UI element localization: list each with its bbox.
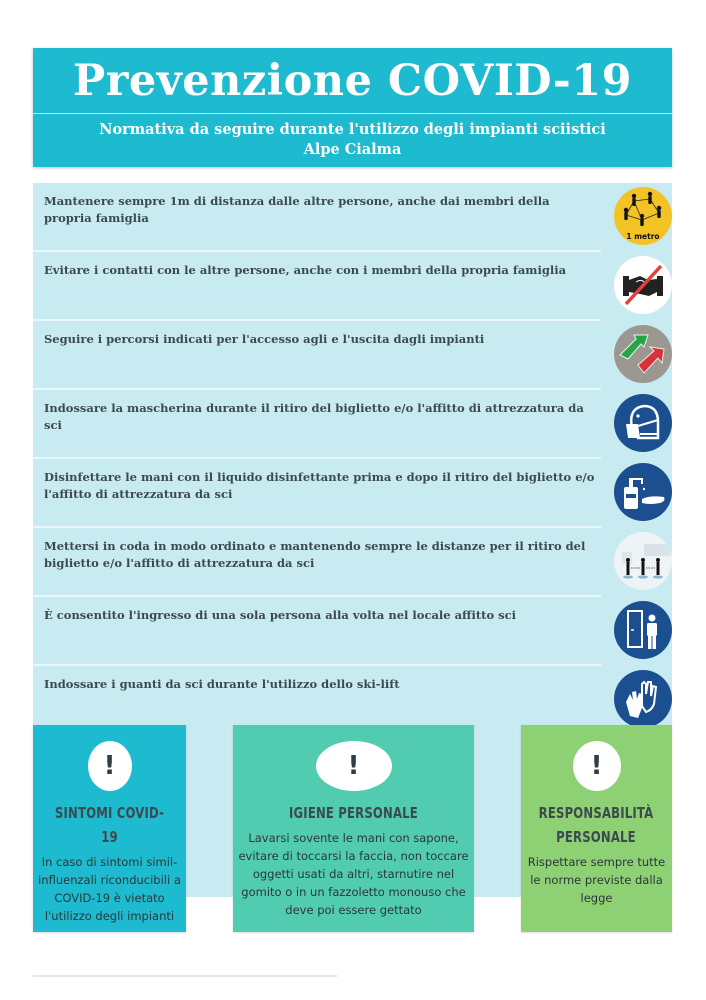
rule-text: Disinfettare le mani con il liquido disinfettante prima e dopo il ritiro del biglietto e/o l'affitto di attrezzatura da sci xyxy=(44,470,595,501)
rule-item xyxy=(33,528,672,597)
subtitle-line-1: Normativa da seguire durante l'utilizzo degli impianti sciistici xyxy=(99,121,606,138)
gloves-icon xyxy=(614,670,672,728)
rule-text: Indossare la mascherina durante il ritiro del biglietto e/o l'affitto di attrezzatura da sci xyxy=(44,401,584,432)
exclamation-icon: ! xyxy=(573,741,621,791)
rule-item xyxy=(33,597,672,666)
social-distance-icon xyxy=(614,187,672,245)
card-title: SINTOMI COVID-19 xyxy=(54,804,165,846)
exclamation-icon: ! xyxy=(88,741,132,791)
rule-item xyxy=(33,183,672,252)
rule-item xyxy=(33,390,672,459)
hand-sanitizer-icon xyxy=(614,463,672,521)
rule-text: Evitare i contatti con le altre persone, anche con i membri della propria famiglia xyxy=(44,263,567,277)
rule-text: È consentito l'ingresso di una sola persona alla volta nel locale affitto sci xyxy=(44,608,516,622)
footer-divider xyxy=(33,975,337,977)
card-title: RESPONSABILITÀ PERSONALE xyxy=(538,804,654,846)
exclamation-icon: ! xyxy=(316,741,392,791)
no-handshake-icon xyxy=(614,256,672,314)
one-person-door-icon xyxy=(614,601,672,659)
queue-distance-icon xyxy=(614,532,672,590)
header-banner xyxy=(33,48,672,167)
header-subtitle xyxy=(33,120,672,160)
header-divider xyxy=(33,113,672,114)
card-text: In caso di sintomi simil-influenzali riconducibili a COVID-19 è vietato l'utilizzo degli impianti xyxy=(38,855,181,923)
card-symptoms xyxy=(33,725,186,932)
svg-text:1 metro: 1 metro xyxy=(626,232,660,241)
card-personal-responsibility xyxy=(521,725,672,932)
rule-text: Mantenere sempre 1m di distanza dalle altre persone, anche dai membri della propria famiglia xyxy=(44,194,550,225)
card-text: Rispettare sempre tutte le norme previste dalla legge xyxy=(527,855,666,905)
rule-text: Seguire i percorsi indicati per l'accesso agli e l'uscita dagli impianti xyxy=(44,332,485,346)
card-title: IGIENE PERSONALE xyxy=(289,804,418,822)
rule-text: Mettersi in coda in modo ordinato e mantenendo sempre le distanze per il ritiro del biglietto e/o l'affitto di attrezzatura da sci xyxy=(44,539,586,570)
card-text: Lavarsi sovente le mani con sapone, evitare di toccarsi la faccia, non toccare oggetti usati da altri, starnutire nel gomito o in un fazzoletto monouso che deve poi essere gettato xyxy=(238,831,469,917)
card-personal-hygiene xyxy=(233,725,474,932)
rule-item xyxy=(33,252,672,321)
rule-text: Indossare i guanti da sci durante l'utilizzo dello ski-lift xyxy=(44,677,400,691)
page-title: Prevenzione COVID-19 xyxy=(72,56,633,106)
entry-exit-arrows-icon xyxy=(614,325,672,383)
rule-item xyxy=(33,321,672,390)
rule-item xyxy=(33,459,672,528)
face-mask-icon xyxy=(614,394,672,452)
subtitle-line-2: Alpe Cialma xyxy=(303,141,402,158)
